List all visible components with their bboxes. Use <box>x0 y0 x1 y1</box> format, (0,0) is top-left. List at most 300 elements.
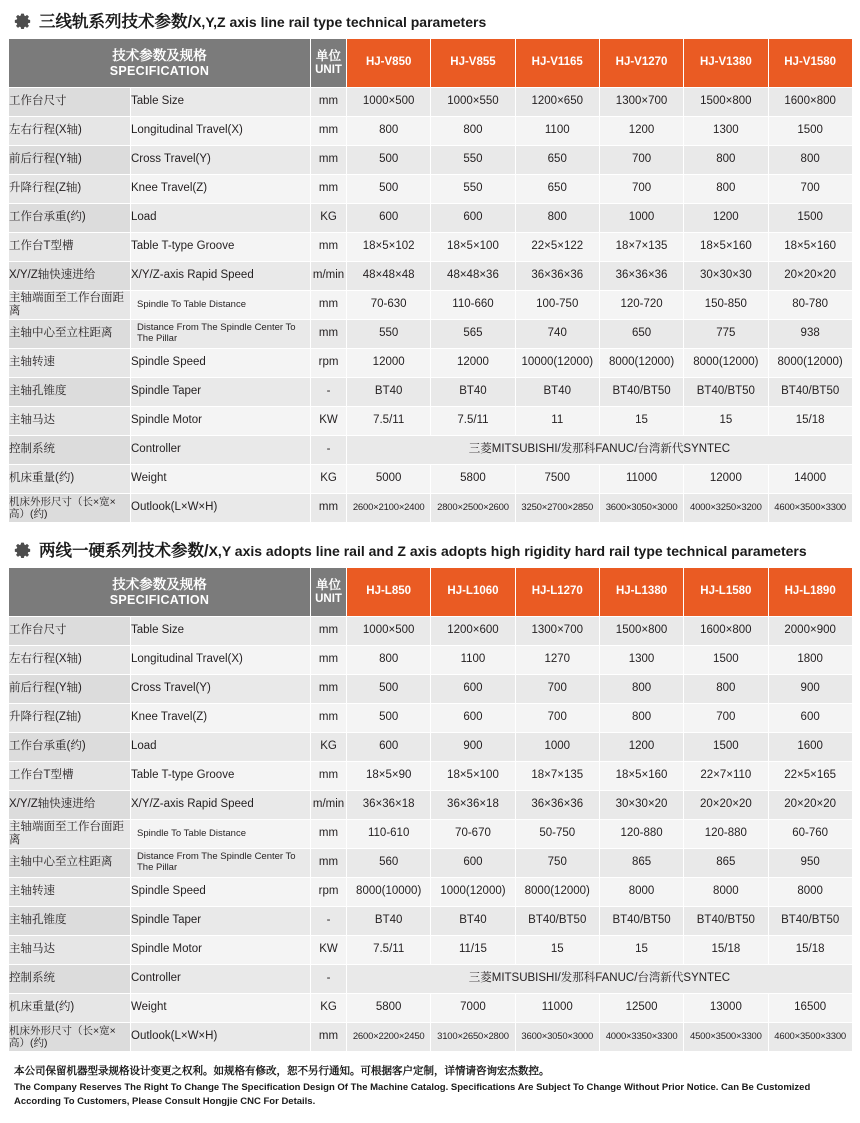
row-value: BT40/BT50 <box>599 378 683 407</box>
row-label-cn: 工作台尺寸 <box>9 617 131 646</box>
header-model: HJ-V1165 <box>515 39 599 88</box>
row-value: 750 <box>515 849 599 878</box>
table-row <box>9 936 853 965</box>
row-label-en: Table T-type Groove <box>131 233 311 262</box>
row-value: 2600×2100×2400 <box>347 494 431 523</box>
row-unit: mm <box>311 175 347 204</box>
row-value: BT40/BT50 <box>768 907 852 936</box>
row-value: BT40/BT50 <box>515 907 599 936</box>
row-value: BT40/BT50 <box>599 907 683 936</box>
row-value: 650 <box>515 175 599 204</box>
row-label-cn: 工作台承重(约) <box>9 733 131 762</box>
row-value: 1500×800 <box>599 617 683 646</box>
row-value: 36×36×36 <box>515 791 599 820</box>
row-value-merged: 三菱MITSUBISHI/发那科FANUC/台湾新代SYNTEC <box>347 965 853 994</box>
row-label-en: X/Y/Z-axis Rapid Speed <box>131 791 311 820</box>
header-model: HJ-V1270 <box>599 39 683 88</box>
row-label-cn: 主轴孔锥度 <box>9 907 131 936</box>
header-model: HJ-L850 <box>347 568 431 617</box>
row-label-cn: 主轴端面至工作台面距离 <box>9 820 131 849</box>
row-value: 36×36×36 <box>599 262 683 291</box>
table-row <box>9 646 853 675</box>
row-value: 3100×2650×2800 <box>431 1023 515 1052</box>
row-value: 700 <box>599 175 683 204</box>
row-value: 30×30×20 <box>599 791 683 820</box>
row-value: 775 <box>684 320 768 349</box>
row-label-cn: 机床重量(约) <box>9 465 131 494</box>
row-value: 11/15 <box>431 936 515 965</box>
row-value: 7.5/11 <box>431 407 515 436</box>
table-row <box>9 733 853 762</box>
header-unit-cn: 单位 <box>316 578 342 593</box>
row-value: 500 <box>347 175 431 204</box>
table-header-row <box>9 39 853 88</box>
row-value: 16500 <box>768 994 852 1023</box>
row-value: 500 <box>347 704 431 733</box>
header-unit-en: UNIT <box>315 592 342 605</box>
row-label-cn: X/Y/Z轴快速进给 <box>9 262 131 291</box>
row-unit: KW <box>311 936 347 965</box>
row-value: 30×30×30 <box>684 262 768 291</box>
row-label-en: X/Y/Z-axis Rapid Speed <box>131 262 311 291</box>
header-specification-en: SPECIFICATION <box>109 63 210 78</box>
table-header-row <box>9 568 853 617</box>
row-unit: mm <box>311 1023 347 1052</box>
header-model: HJ-V850 <box>347 39 431 88</box>
table-row <box>9 378 853 407</box>
header-unit <box>311 568 347 617</box>
row-value: BT40/BT50 <box>684 378 768 407</box>
row-label-cn: 控制系统 <box>9 965 131 994</box>
header-specification-cn: 技术参数及规格 <box>112 577 207 593</box>
table-row <box>9 233 853 262</box>
row-value: 18×5×100 <box>431 762 515 791</box>
row-label-en: Controller <box>131 965 311 994</box>
row-unit: mm <box>311 320 347 349</box>
row-value: 600 <box>431 204 515 233</box>
row-value: BT40/BT50 <box>768 378 852 407</box>
row-value: 1300 <box>684 117 768 146</box>
row-value: 120-720 <box>599 291 683 320</box>
row-label-cn: 机床重量(约) <box>9 994 131 1023</box>
row-value: 120-880 <box>599 820 683 849</box>
row-value: 18×5×100 <box>431 233 515 262</box>
row-value: 4000×3250×3200 <box>684 494 768 523</box>
row-value: 22×5×165 <box>768 762 852 791</box>
row-value: 550 <box>431 146 515 175</box>
header-specification <box>9 39 311 88</box>
table-row <box>9 907 853 936</box>
table-row <box>9 994 853 1023</box>
table-row <box>9 291 853 320</box>
row-value: 8000 <box>599 878 683 907</box>
row-unit: mm <box>311 117 347 146</box>
row-value: 600 <box>347 733 431 762</box>
row-label-cn: 升降行程(Z轴) <box>9 175 131 204</box>
row-value: 18×5×160 <box>768 233 852 262</box>
footer-note-en-2: According To Customers, Please Consult Hongjie CNC For Details. <box>14 1095 316 1107</box>
header-model: HJ-V1380 <box>684 39 768 88</box>
row-value: 5800 <box>431 465 515 494</box>
row-value: 600 <box>431 675 515 704</box>
row-unit: mm <box>311 704 347 733</box>
row-value: 740 <box>515 320 599 349</box>
row-value: 8000(12000) <box>515 878 599 907</box>
row-unit: mm <box>311 233 347 262</box>
row-value: 1500×800 <box>684 88 768 117</box>
row-value: 565 <box>431 320 515 349</box>
row-value: 600 <box>347 204 431 233</box>
row-label-en: Spindle To Table Distance <box>131 820 311 849</box>
row-label-cn: 主轴转速 <box>9 878 131 907</box>
row-value: 865 <box>684 849 768 878</box>
row-value: 12000 <box>347 349 431 378</box>
row-label-en: Outlook(L×W×H) <box>131 1023 311 1052</box>
header-model: HJ-L1890 <box>768 568 852 617</box>
row-value: 36×36×18 <box>431 791 515 820</box>
row-value: 800 <box>684 146 768 175</box>
row-value: 950 <box>768 849 852 878</box>
row-value: 865 <box>599 849 683 878</box>
row-value: 600 <box>431 849 515 878</box>
row-value: 20×20×20 <box>684 791 768 820</box>
row-label-cn: 左右行程(X轴) <box>9 117 131 146</box>
row-value: 8000(12000) <box>599 349 683 378</box>
row-label-en: Longitudinal Travel(X) <box>131 646 311 675</box>
table-body-2 <box>9 617 853 1052</box>
row-value: 15/18 <box>768 936 852 965</box>
row-label-cn: 工作台T型槽 <box>9 762 131 791</box>
table-row <box>9 320 853 349</box>
row-value: 7.5/11 <box>347 936 431 965</box>
row-value: 800 <box>599 675 683 704</box>
section-title-en: X,Y,Z axis line rail type technical parameters <box>192 13 487 30</box>
row-unit: mm <box>311 494 347 523</box>
row-unit: rpm <box>311 349 347 378</box>
row-unit: mm <box>311 762 347 791</box>
footer-note <box>8 1056 852 1119</box>
row-value: 3250×2700×2850 <box>515 494 599 523</box>
row-value: 15 <box>515 936 599 965</box>
row-value: 18×5×90 <box>347 762 431 791</box>
table-row <box>9 465 853 494</box>
row-value: 8000(12000) <box>768 349 852 378</box>
row-value: 36×36×18 <box>347 791 431 820</box>
header-model: HJ-L1060 <box>431 568 515 617</box>
row-label-en: Distance From The Spindle Center To The Pillar <box>131 849 311 878</box>
row-value: 14000 <box>768 465 852 494</box>
row-value: 938 <box>768 320 852 349</box>
row-unit: mm <box>311 146 347 175</box>
row-label-en: Spindle Taper <box>131 378 311 407</box>
row-label-cn: 升降行程(Z轴) <box>9 704 131 733</box>
row-value: 70-670 <box>431 820 515 849</box>
row-value: 13000 <box>684 994 768 1023</box>
row-unit: mm <box>311 291 347 320</box>
row-value: 600 <box>768 704 852 733</box>
row-value: 1300×700 <box>599 88 683 117</box>
row-value: 1200×600 <box>431 617 515 646</box>
row-value: 3600×3050×3000 <box>599 494 683 523</box>
row-label-en: Table Size <box>131 617 311 646</box>
row-label-en: Spindle Taper <box>131 907 311 936</box>
table-row <box>9 675 853 704</box>
row-value: 110-610 <box>347 820 431 849</box>
row-label-cn: 主轴中心至立柱距离 <box>9 849 131 878</box>
row-unit: - <box>311 436 347 465</box>
row-value: 4600×3500×3300 <box>768 1023 852 1052</box>
row-value: 800 <box>684 175 768 204</box>
row-value: 700 <box>599 146 683 175</box>
row-value: 1300 <box>599 646 683 675</box>
row-label-cn: X/Y/Z轴快速进给 <box>9 791 131 820</box>
row-label-en: Controller <box>131 436 311 465</box>
row-value: 700 <box>768 175 852 204</box>
row-value: 650 <box>599 320 683 349</box>
row-label-en: Outlook(L×W×H) <box>131 494 311 523</box>
row-value: 1000 <box>599 204 683 233</box>
row-unit: KW <box>311 407 347 436</box>
row-label-cn: 工作台尺寸 <box>9 88 131 117</box>
table-row <box>9 494 853 523</box>
row-value: 11000 <box>515 994 599 1023</box>
row-value: 1500 <box>768 204 852 233</box>
row-value: 800 <box>684 675 768 704</box>
row-value: 700 <box>515 704 599 733</box>
table-row <box>9 762 853 791</box>
row-value: 15 <box>684 407 768 436</box>
row-label-cn: 主轴马达 <box>9 407 131 436</box>
section-title-cn: 两线一硬系列技术参数/ <box>39 541 209 560</box>
row-value: 1000(12000) <box>431 878 515 907</box>
row-label-en: Knee Travel(Z) <box>131 175 311 204</box>
table-row <box>9 849 853 878</box>
row-value: 500 <box>347 146 431 175</box>
row-label-en: Cross Travel(Y) <box>131 675 311 704</box>
row-value: 550 <box>347 320 431 349</box>
row-unit: mm <box>311 646 347 675</box>
row-value: 18×5×102 <box>347 233 431 262</box>
row-value: 1800 <box>768 646 852 675</box>
row-value: 70-630 <box>347 291 431 320</box>
row-unit: KG <box>311 733 347 762</box>
row-unit: KG <box>311 465 347 494</box>
row-label-cn: 工作台T型槽 <box>9 233 131 262</box>
section-heading-1 <box>8 8 852 38</box>
table-row <box>9 88 853 117</box>
row-unit: - <box>311 907 347 936</box>
row-value: 3600×3050×3000 <box>515 1023 599 1052</box>
row-value: 2600×2200×2450 <box>347 1023 431 1052</box>
row-value: 1600×800 <box>768 88 852 117</box>
row-value: 550 <box>431 175 515 204</box>
row-value: 650 <box>515 146 599 175</box>
row-value: 1500 <box>768 117 852 146</box>
row-unit: KG <box>311 204 347 233</box>
row-value: 1100 <box>515 117 599 146</box>
row-value: 1000×500 <box>347 88 431 117</box>
table-row <box>9 436 853 465</box>
row-value: 5800 <box>347 994 431 1023</box>
row-value: 22×7×110 <box>684 762 768 791</box>
table-row <box>9 146 853 175</box>
row-unit: m/min <box>311 262 347 291</box>
row-label-en: Load <box>131 733 311 762</box>
row-value: 1500 <box>684 733 768 762</box>
row-label-cn: 主轴端面至工作台面距离 <box>9 291 131 320</box>
table-row <box>9 965 853 994</box>
row-label-cn: 前后行程(Y轴) <box>9 146 131 175</box>
row-label-cn: 机床外形尺寸（长×宽×高）(约) <box>9 494 131 523</box>
row-value: 110-660 <box>431 291 515 320</box>
row-unit: m/min <box>311 791 347 820</box>
row-unit: mm <box>311 675 347 704</box>
row-value: 15 <box>599 407 683 436</box>
row-value: 4000×3350×3300 <box>599 1023 683 1052</box>
row-value: 10000(12000) <box>515 349 599 378</box>
spec-table-1 <box>8 38 853 523</box>
row-unit: mm <box>311 617 347 646</box>
table-row <box>9 704 853 733</box>
row-value: 1000 <box>515 733 599 762</box>
row-value: 36×36×36 <box>515 262 599 291</box>
row-value: 120-880 <box>684 820 768 849</box>
row-unit: rpm <box>311 878 347 907</box>
table-row <box>9 878 853 907</box>
row-value: 2800×2500×2600 <box>431 494 515 523</box>
row-label-cn: 控制系统 <box>9 436 131 465</box>
row-unit: mm <box>311 849 347 878</box>
row-value: 11 <box>515 407 599 436</box>
row-value: 1200 <box>684 204 768 233</box>
row-value: 18×7×135 <box>599 233 683 262</box>
row-value: BT40/BT50 <box>684 907 768 936</box>
row-value: 8000(10000) <box>347 878 431 907</box>
row-label-en: Table T-type Groove <box>131 762 311 791</box>
row-value: 1600 <box>768 733 852 762</box>
header-model: HJ-L1270 <box>515 568 599 617</box>
row-label-cn: 主轴转速 <box>9 349 131 378</box>
table-row <box>9 1023 853 1052</box>
header-model: HJ-V855 <box>431 39 515 88</box>
row-value: 15/18 <box>768 407 852 436</box>
row-value: 800 <box>347 117 431 146</box>
row-value: 1200 <box>599 733 683 762</box>
row-value: 7000 <box>431 994 515 1023</box>
row-value: 15/18 <box>684 936 768 965</box>
row-value: 700 <box>515 675 599 704</box>
row-label-en: Spindle Motor <box>131 407 311 436</box>
footer-note-cn: 本公司保留机器型录规格设计变更之权利。如规格有修改，恕不另行通知。可根据客户定制，详情请咨询宏杰数控。 <box>14 1065 550 1077</box>
header-unit <box>311 39 347 88</box>
row-value: 12500 <box>599 994 683 1023</box>
row-value: 150-850 <box>684 291 768 320</box>
section-title-en: X,Y axis adopts line rail and Z axis adopts high rigidity hard rail type technical parameters <box>208 542 807 559</box>
row-value: 5000 <box>347 465 431 494</box>
row-label-en: Spindle Speed <box>131 349 311 378</box>
row-label-en: Spindle Motor <box>131 936 311 965</box>
row-unit: mm <box>311 88 347 117</box>
row-value: 7500 <box>515 465 599 494</box>
header-model: HJ-V1580 <box>768 39 852 88</box>
section-title-1 <box>39 13 486 31</box>
row-value: 1000×550 <box>431 88 515 117</box>
row-unit: KG <box>311 994 347 1023</box>
row-value: 4600×3500×3300 <box>768 494 852 523</box>
table-row <box>9 262 853 291</box>
row-value: 8000(12000) <box>684 349 768 378</box>
row-value: 4500×3500×3300 <box>684 1023 768 1052</box>
table-row <box>9 617 853 646</box>
row-label-cn: 主轴中心至立柱距离 <box>9 320 131 349</box>
section-title-cn: 三线轨系列技术参数/ <box>39 12 193 31</box>
row-value: BT40 <box>431 378 515 407</box>
section-title-2 <box>39 542 807 560</box>
row-unit: mm <box>311 820 347 849</box>
row-label-en: Weight <box>131 994 311 1023</box>
row-value: 50-750 <box>515 820 599 849</box>
row-value: 500 <box>347 675 431 704</box>
row-value: 800 <box>599 704 683 733</box>
footer-note-en-1: The Company Reserves The Right To Change The Specification Design Of The Machine Catalog. Specifications Are Subject To Change Without Prior Notice. Can Be Customized <box>14 1082 811 1094</box>
row-label-cn: 左右行程(X轴) <box>9 646 131 675</box>
row-label-en: Longitudinal Travel(X) <box>131 117 311 146</box>
row-value: 1500 <box>684 646 768 675</box>
row-value: 600 <box>431 704 515 733</box>
row-value: 12000 <box>431 349 515 378</box>
row-value: 1270 <box>515 646 599 675</box>
row-value: 800 <box>431 117 515 146</box>
row-label-en: Load <box>131 204 311 233</box>
table-row <box>9 175 853 204</box>
header-specification-cn: 技术参数及规格 <box>112 48 207 64</box>
row-value: 11000 <box>599 465 683 494</box>
row-label-en: Table Size <box>131 88 311 117</box>
row-value: 22×5×122 <box>515 233 599 262</box>
row-label-en: Spindle To Table Distance <box>131 291 311 320</box>
row-value: 1600×800 <box>684 617 768 646</box>
header-unit-en: UNIT <box>315 63 342 76</box>
row-value: 1200 <box>599 117 683 146</box>
row-label-en: Weight <box>131 465 311 494</box>
section-heading-2 <box>8 537 852 567</box>
row-value: 800 <box>515 204 599 233</box>
row-label-cn: 工作台承重(约) <box>9 204 131 233</box>
row-value-merged: 三菱MITSUBISHI/发那科FANUC/台湾新代SYNTEC <box>347 436 853 465</box>
header-specification <box>9 568 311 617</box>
row-label-cn: 机床外形尺寸（长×宽×高）(约) <box>9 1023 131 1052</box>
row-value: 900 <box>431 733 515 762</box>
table-row <box>9 407 853 436</box>
row-value: 1200×650 <box>515 88 599 117</box>
table-row <box>9 791 853 820</box>
table-row <box>9 820 853 849</box>
header-model: HJ-L1380 <box>599 568 683 617</box>
row-value: 100-750 <box>515 291 599 320</box>
row-value: 20×20×20 <box>768 791 852 820</box>
row-unit: - <box>311 965 347 994</box>
row-value: 8000 <box>684 878 768 907</box>
header-unit-cn: 单位 <box>316 49 342 64</box>
row-value: 18×7×135 <box>515 762 599 791</box>
row-value: 80-780 <box>768 291 852 320</box>
row-value: 800 <box>768 146 852 175</box>
row-value: 1100 <box>431 646 515 675</box>
table-row <box>9 204 853 233</box>
gear-icon <box>12 541 32 561</box>
row-value: 2000×900 <box>768 617 852 646</box>
row-label-en: Spindle Speed <box>131 878 311 907</box>
